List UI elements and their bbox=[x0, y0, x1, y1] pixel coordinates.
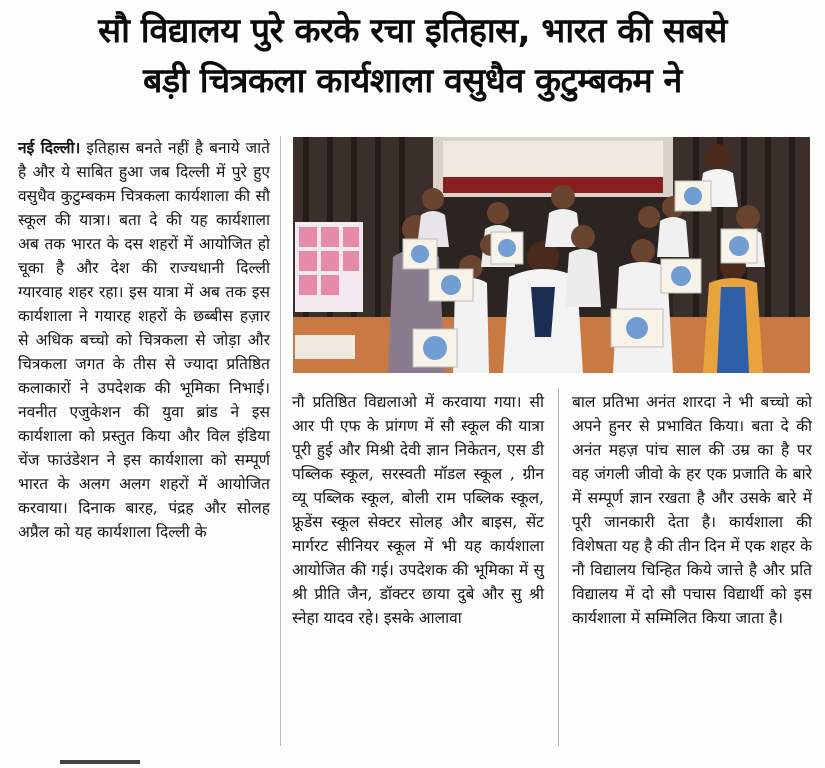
headline-line-2: बड़ी चित्रकला कार्यशाला वसुधैव कुटुम्बकम ने bbox=[143, 61, 682, 101]
column-rule-1 bbox=[280, 136, 281, 746]
dateline: नई दिल्ली। bbox=[18, 138, 81, 157]
workshop-photo-illustration bbox=[293, 137, 810, 373]
headline-line-1: सौ विद्यालय पुरे करके रचा इतिहास, भारत की सबसे bbox=[98, 11, 727, 51]
column-2-text: नौ प्रतिष्ठित विद्यलाओ में करवाया गया। सी आर पी एफ के प्रांगण में सौ स्कूल की यात्रा पूरी हुई और मिश्री देवी ज्ञान निकेतन, एस डी पब्लिक स्कूल, सरस्वती मॉडल स्कूल , ग्रीन व्यू पब्लिक स्कूल, बोली राम पब्लिक स्कूल, फ्रूडेंस स्कूल सेक्टर सोलह और बाइस, सेंट मार्गरट सीनियर स्कूल में भी यह कार्यशाला आयोजित की गई। उपदेशक की भूमिका में सु श्री प्रीति जैन, डॉक्टर छाया दुबे और सु श्री स्नेहा यादव रहे। इसके आलावा bbox=[292, 393, 544, 627]
article-column-3 bbox=[572, 390, 812, 630]
column-1-text: इतिहास बनते नहीं है बनाये जाते है और ये साबित हुआ जब दिल्ली में पुरे हुए वसुधैव कुटुम्बकम चित्रकला कार्यशाला की सौ स्कूल की यात्रा। बता दे की यह कार्यशाला अब तक भारत के दस शहरों में आयोजित हो चूका है और देश की राज्यधानी दिल्ली ग्यारवाह शहर रहा। इस यात्रा में अब तक इस कार्यशाला ने गयारह शहरों के छब्बीस हज़ार से अधिक बच्चो को चित्रकला से जोड़ा और चित्रकला जगत के तीस से ज्यादा प्रतिष्ठित कलाकारों ने उपदेशक की भूमिका निभाई। नवनीत एजुकेशन की युवा ब्रांड ने इस कार्यशाला को प्रस्तुत किया और विल इंडिया चेंज फाउंडेशन ने इस कार्यशाला को सम्पूर्ण भारत के अलग अलग शहरों में आयोजित करवाया। दिनाक बारह, पंद्रह और सोलह अप्रैल को यह कार्यशाला दिल्ली के bbox=[18, 139, 270, 541]
bottom-fragment bbox=[60, 760, 140, 764]
workshop-photo bbox=[293, 137, 810, 373]
article-column-2 bbox=[292, 390, 544, 630]
headline bbox=[0, 6, 825, 106]
column-rule-2 bbox=[558, 388, 559, 746]
article-column-1 bbox=[18, 136, 270, 544]
column-3-text: बाल प्रतिभा अनंत शारदा ने भी बच्चो को अपने हुनर से प्रभावित किया। बता दे की अनंत महज़ पांच साल की उम्र का है पर वह जंगली जीवो के हर एक प्रजाति के बारे में सम्पूर्ण ज्ञान रखता है और उसके बारे में पूरी जानकारी देता है। कार्यशाला की विशेषता यह है की तीन दिन में एक शहर के नौ विद्यालय चिन्हित किये जात्ते है और प्रति विद्यालय में दो सौ पचास विद्यार्थी को इस कार्यशाला में सम्मिलित किया जाता है। bbox=[572, 393, 812, 627]
